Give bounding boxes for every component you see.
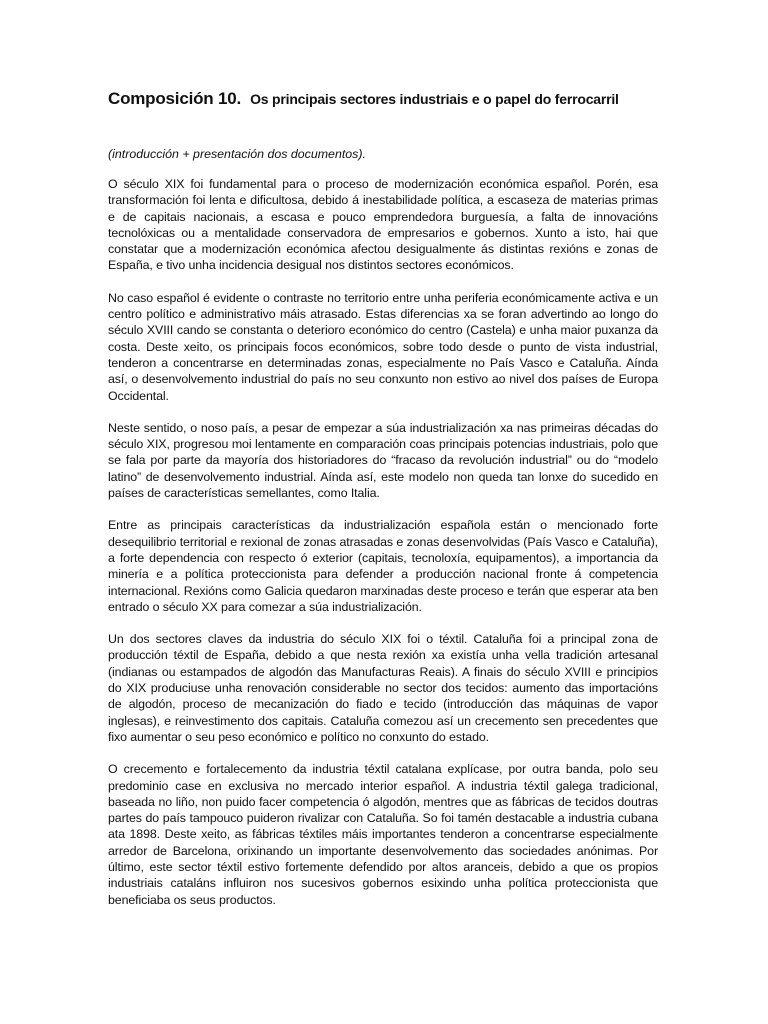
paragraph-5: Un dos sectores claves da industria do século XIX foi o téxtil. Cataluña foi a principal zona de producción téxtil de España, debido a que nesta rexión xa existía unha vella tradición artesanal (indianas ou estampados de algodón das Manufacturas Reais). A finais do século XVIII e principios do XIX produciuse unha renovación considerable no sector dos tecidos: aumento das importacións de algodón, proceso de mecanización do fiado e tecido (introducción das máquinas de vapor inglesas), e reinvestimento dos capitais. Cataluña comezou así un crecemento sen precedentes que fixo aumentar o seu peso económico e político no conxunto do estado. (108, 632, 658, 744)
intro-note: (introducción + presentación dos documentos). (108, 147, 366, 161)
title-main: Composición 10. (108, 89, 242, 108)
paragraph-4: Entre as principais características da industrialización española están o mencionado forte desequilibrio territorial e rexional de zonas atrasadas e zonas desenvolvidas (País Vasco e Cataluña), a forte dependencia con respecto ó exterior (capitais, tecnoloxía, equipamentos), a importancia da minería e a política proteccionista para defender a producción nacional fronte á competencia internacional. Rexións como Galicia quedaron marxinadas deste proceso e terán que esperar ata ben entrado o século XX para comezar a súa industrialización. (108, 518, 658, 614)
paragraph-1: O século XIX foi fundamental para o proceso de modernización económica español. Porén, esa transformación foi lenta e dificultosa, debido á inestabilidade política, a escaseza de materias primas e de capitais nacionais, a escasa e pouco emprendedora burguesía, a falta de innovacións tecnolóxicas ou a mentalidade conservadora de empresarios e gobernos. Xunto a isto, hai que constatar que a modernización económica afectou desigualmente ás distintas rexións e zonas de España, e tivo unha incidencia desigual nos distintos sectores económicos. (108, 177, 658, 273)
paragraph-2: No caso español é evidente o contraste no territorio entre unha periferia económicamente activa e un centro político e administrativo máis atrasado. Estas diferencias xa se foran advertindo ao longo do século XVIII cando se constanta o deterioro económico do centro (Castela) e unha maior puxanza da costa. Deste xeito, os principais focos económicos, sobre todo desde o punto de vista industrial, tenderon a concentrarse en determinadas zonas, especialmente no País Vasco e Cataluña. Aínda así, o desenvolvemento industrial do país no seu conxunto non estivo ao nivel dos países de Europa Occidental. (108, 290, 658, 403)
document-title (108, 88, 658, 110)
paragraph-3: Neste sentido, o noso país, a pesar de empezar a súa industrialización xa nas primeiras décadas do século XIX, progresou moi lentamente en comparación coas principais potencias industriais, polo que se fala por parte da mayoría dos historiadores do “fracaso da revolución industrial” ou do “modelo latino” de desenvolvemento industrial. Aínda así, este modelo non queda tan lonxe do sucedido en países de características semellantes, como Italia. (108, 420, 658, 501)
paragraph-6: O crecemento e fortalecemento da industria téxtil catalana explícase, por outra banda, polo seu predominio case en exclusiva no mercado interior español. A industria téxtil galega tradicional, baseada no liño, non puido facer competencia ó algodón, mentres que as fábricas de tecidos doutras partes do país tampouco puideron rivalizar con Cataluña. So foi tamén destacable a industria cubana ata 1898. Deste xeito, as fábricas téxtiles máis importantes tenderon a concentrarse especialmente arredor de Barcelona, orixinando un importante desenvolvemento das sociedades anónimas. Por último, este sector téxtil estivo fortemente defendido por altos aranceis, debido a que os propios industriais cataláns influiron nos sucesivos gobernos esixindo unha política proteccionista que beneficiaba os seus productos. (108, 762, 658, 907)
document-body (108, 88, 658, 908)
title-subtitle: Os principais sectores industriais e o papel do ferrocarril (250, 91, 619, 107)
